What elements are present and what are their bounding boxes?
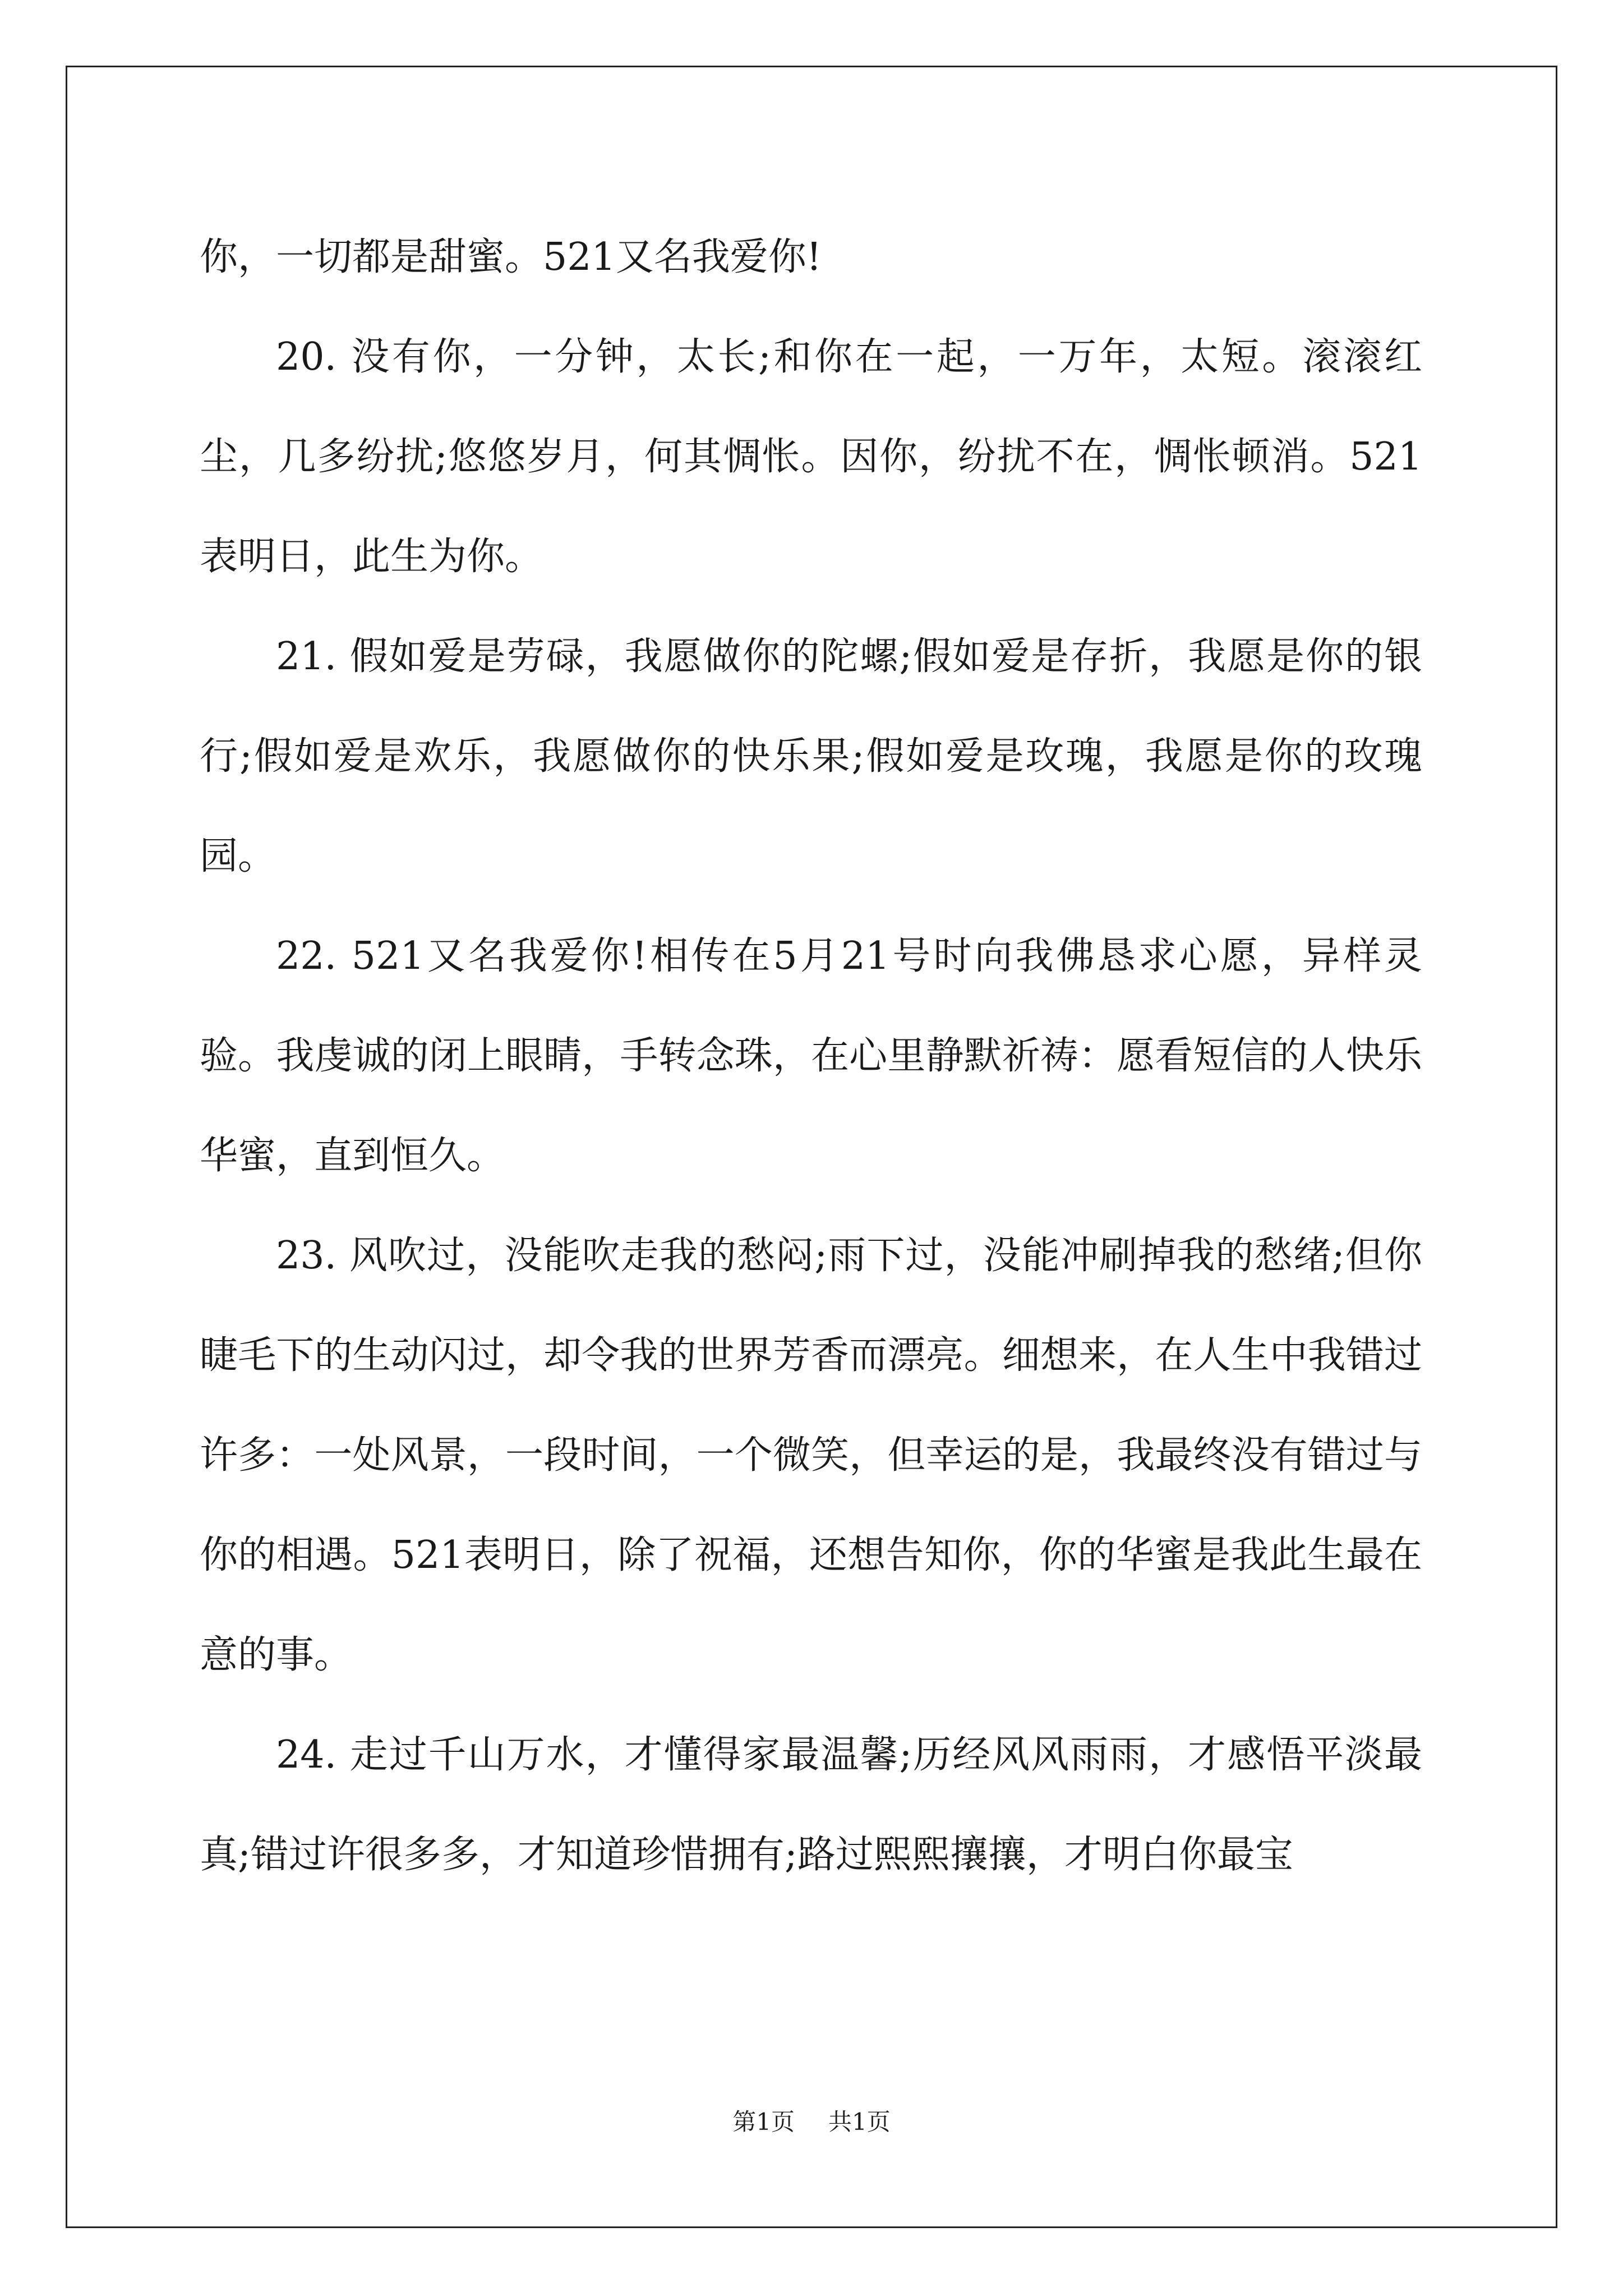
paragraph-item-24: 24. 走过千山万水，才懂得家最温馨;历经风风雨雨，才感悟平淡最真;错过许很多多，才知道珍惜拥有;路过熙熙攘攘，才明白你最宝 [200, 1733, 1422, 1877]
paragraph-continuation: 你，一切都是甜蜜。521又名我爱你! [200, 235, 822, 279]
page-number: 第1页 [732, 2108, 795, 2136]
page-footer [0, 2104, 1623, 2137]
paragraph-item-23: 23. 风吹过，没能吹走我的愁闷;雨下过，没能冲刷掉我的愁绪;但你睫毛下的生动闪过，却令我的世界芳香而漂亮。细想来，在人生中我错过许多：一处风景，一段时间，一个微笑，但幸运的是，我最终没有错过与你的相遇。521表明日，除了祝福，还想告知你，你的华蜜是我此生最在意的事。 [200, 1234, 1422, 1677]
paragraph-item-22: 22. 521又名我爱你!相传在5月21号时向我佛恳求心愿，异样灵验。我虔诚的闭上眼睛，手转念珠，在心里静默祈祷：愿看短信的人快乐华蜜，直到恒久。 [200, 934, 1422, 1178]
paragraph-item-21: 21. 假如爱是劳碌，我愿做你的陀螺;假如爱是存折，我愿是你的银行;假如爱是欢乐，我愿做你的快乐果;假如爱是玫瑰，我愿是你的玫瑰园。 [200, 634, 1422, 878]
paragraph-item-20: 20. 没有你，一分钟，太长;和你在一起，一万年，太短。滚滚红尘，几多纷扰;悠悠岁月，何其惆怅。因你，纷扰不在，惆怅顿消。521表明日，此生为你。 [200, 335, 1422, 579]
page-total: 共1页 [828, 2108, 891, 2136]
document-body [200, 208, 1422, 1905]
